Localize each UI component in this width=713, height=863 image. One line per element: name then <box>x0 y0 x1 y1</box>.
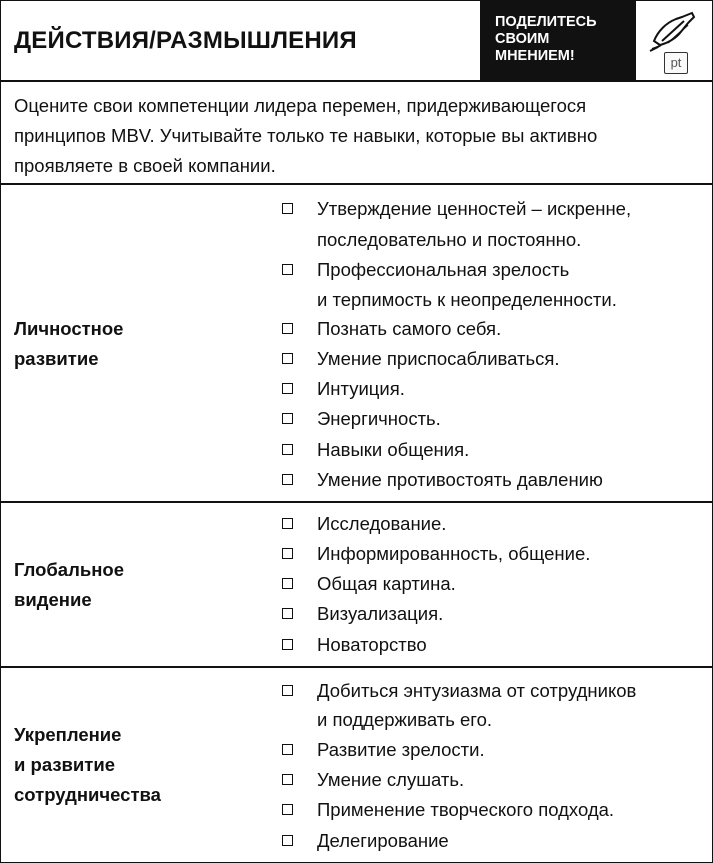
intro-line: Оцените свои компетенции лидера перемен, придерживающегося <box>14 95 587 116</box>
checkbox[interactable] <box>282 353 293 364</box>
checkbox[interactable] <box>282 444 293 455</box>
checklist-item[interactable] <box>282 465 712 495</box>
checklist-item[interactable] <box>282 599 712 629</box>
section-label-line: сотрудничества <box>14 784 161 805</box>
pen-writing-icon <box>648 11 698 53</box>
checklist-item[interactable] <box>282 509 712 539</box>
checklist-item[interactable] <box>282 735 712 765</box>
checkbox[interactable] <box>282 608 293 619</box>
section-divider <box>1 666 712 668</box>
checklist-item[interactable] <box>282 765 712 795</box>
checklist-item[interactable] <box>282 344 712 374</box>
checkbox[interactable] <box>282 744 293 755</box>
section-label-line: Глобальное <box>14 559 124 580</box>
checkbox[interactable] <box>282 264 293 275</box>
checklist-item-label: Визуализация. <box>317 603 444 624</box>
checklist-item[interactable] <box>282 795 712 825</box>
checkbox[interactable] <box>282 203 293 214</box>
checkbox[interactable] <box>282 474 293 485</box>
checkbox[interactable] <box>282 774 293 785</box>
checkbox[interactable] <box>282 323 293 334</box>
checkbox[interactable] <box>282 383 293 394</box>
intro-text <box>14 91 704 181</box>
checklist-item[interactable] <box>282 255 712 285</box>
checklist-item-label: Общая картина. <box>317 573 456 594</box>
section-label-line: Личностное <box>14 318 124 339</box>
checklist-item-label: Профессиональная зрелость <box>317 259 570 280</box>
checklist-item-label: Развитие зрелости. <box>317 739 485 760</box>
checkbox[interactable] <box>282 413 293 424</box>
section-label-line: Укрепление <box>14 724 122 745</box>
checklist-item-label: Интуиция. <box>317 378 405 399</box>
checkbox[interactable] <box>282 804 293 815</box>
checklist-item-label: Информированность, общение. <box>317 543 591 564</box>
checklist-item[interactable] <box>282 826 712 856</box>
checklist-item-label: Делегирование <box>317 830 449 851</box>
section-divider <box>1 501 712 503</box>
checklist-item-continuation: последовательно и постоянно. <box>317 229 582 250</box>
checkbox[interactable] <box>282 639 293 650</box>
checklist-item[interactable] <box>282 404 712 434</box>
checklist-item[interactable] <box>282 374 712 404</box>
checklist-item[interactable] <box>282 314 712 344</box>
pen-icon-box <box>636 1 712 80</box>
share-opinion-label: ПОДЕЛИТЕСЬ СВОИМ МНЕНИЕМ! <box>495 14 597 64</box>
checklist-item-continuation: и поддерживать его. <box>317 709 493 730</box>
section-label-personal-development <box>14 314 123 374</box>
checklist-item[interactable] <box>282 630 712 660</box>
checklist-item-label: Умение слушать. <box>317 769 465 790</box>
checklist-item-label: Познать самого себя. <box>317 318 502 339</box>
checklist-item[interactable] <box>282 194 712 224</box>
checklist-item-label: Навыки общения. <box>317 439 470 460</box>
section-label-line: развитие <box>14 348 99 369</box>
share-opinion-badge <box>480 1 636 80</box>
checklist-item-label: Добиться энтузиазма от сотрудников <box>317 680 637 701</box>
checklist-item-label: Энергичность. <box>317 408 441 429</box>
page-title: ДЕЙСТВИЯ/РАЗМЫШЛЕНИЯ <box>14 27 357 54</box>
checklist-item[interactable] <box>282 676 712 706</box>
checklist-item-continuation: и терпимость к неопределенности. <box>317 289 617 310</box>
checklist-item-label: Применение творческого подхода. <box>317 799 615 820</box>
checklist-item[interactable] <box>282 539 712 569</box>
checklist-item-label: Утверждение ценностей – искренне, <box>317 198 632 219</box>
checkbox[interactable] <box>282 835 293 846</box>
section-label-collaboration <box>14 720 161 810</box>
checkbox[interactable] <box>282 518 293 529</box>
checkbox[interactable] <box>282 548 293 559</box>
checklist-item-label: Исследование. <box>317 513 447 534</box>
section-label-line: видение <box>14 589 92 610</box>
section-divider <box>1 183 712 185</box>
section-label-line: и развитие <box>14 754 115 775</box>
section-label-global-vision <box>14 555 124 615</box>
checklist-item-label: Умение приспосабливаться. <box>317 348 560 369</box>
intro-line: принципов MBV. Учитывайте только те навыки, которые вы активно <box>14 125 598 146</box>
checkbox[interactable] <box>282 578 293 589</box>
worksheet-header <box>1 1 712 82</box>
checklist-item[interactable] <box>282 435 712 465</box>
checkbox[interactable] <box>282 685 293 696</box>
pt-badge: pt <box>664 52 688 74</box>
checklist-item[interactable] <box>282 569 712 599</box>
intro-line: проявляете в своей компании. <box>14 155 276 176</box>
checklist-item-label: Новаторство <box>317 634 427 655</box>
checklist-item-label: Умение противостоять давлению <box>317 469 603 490</box>
